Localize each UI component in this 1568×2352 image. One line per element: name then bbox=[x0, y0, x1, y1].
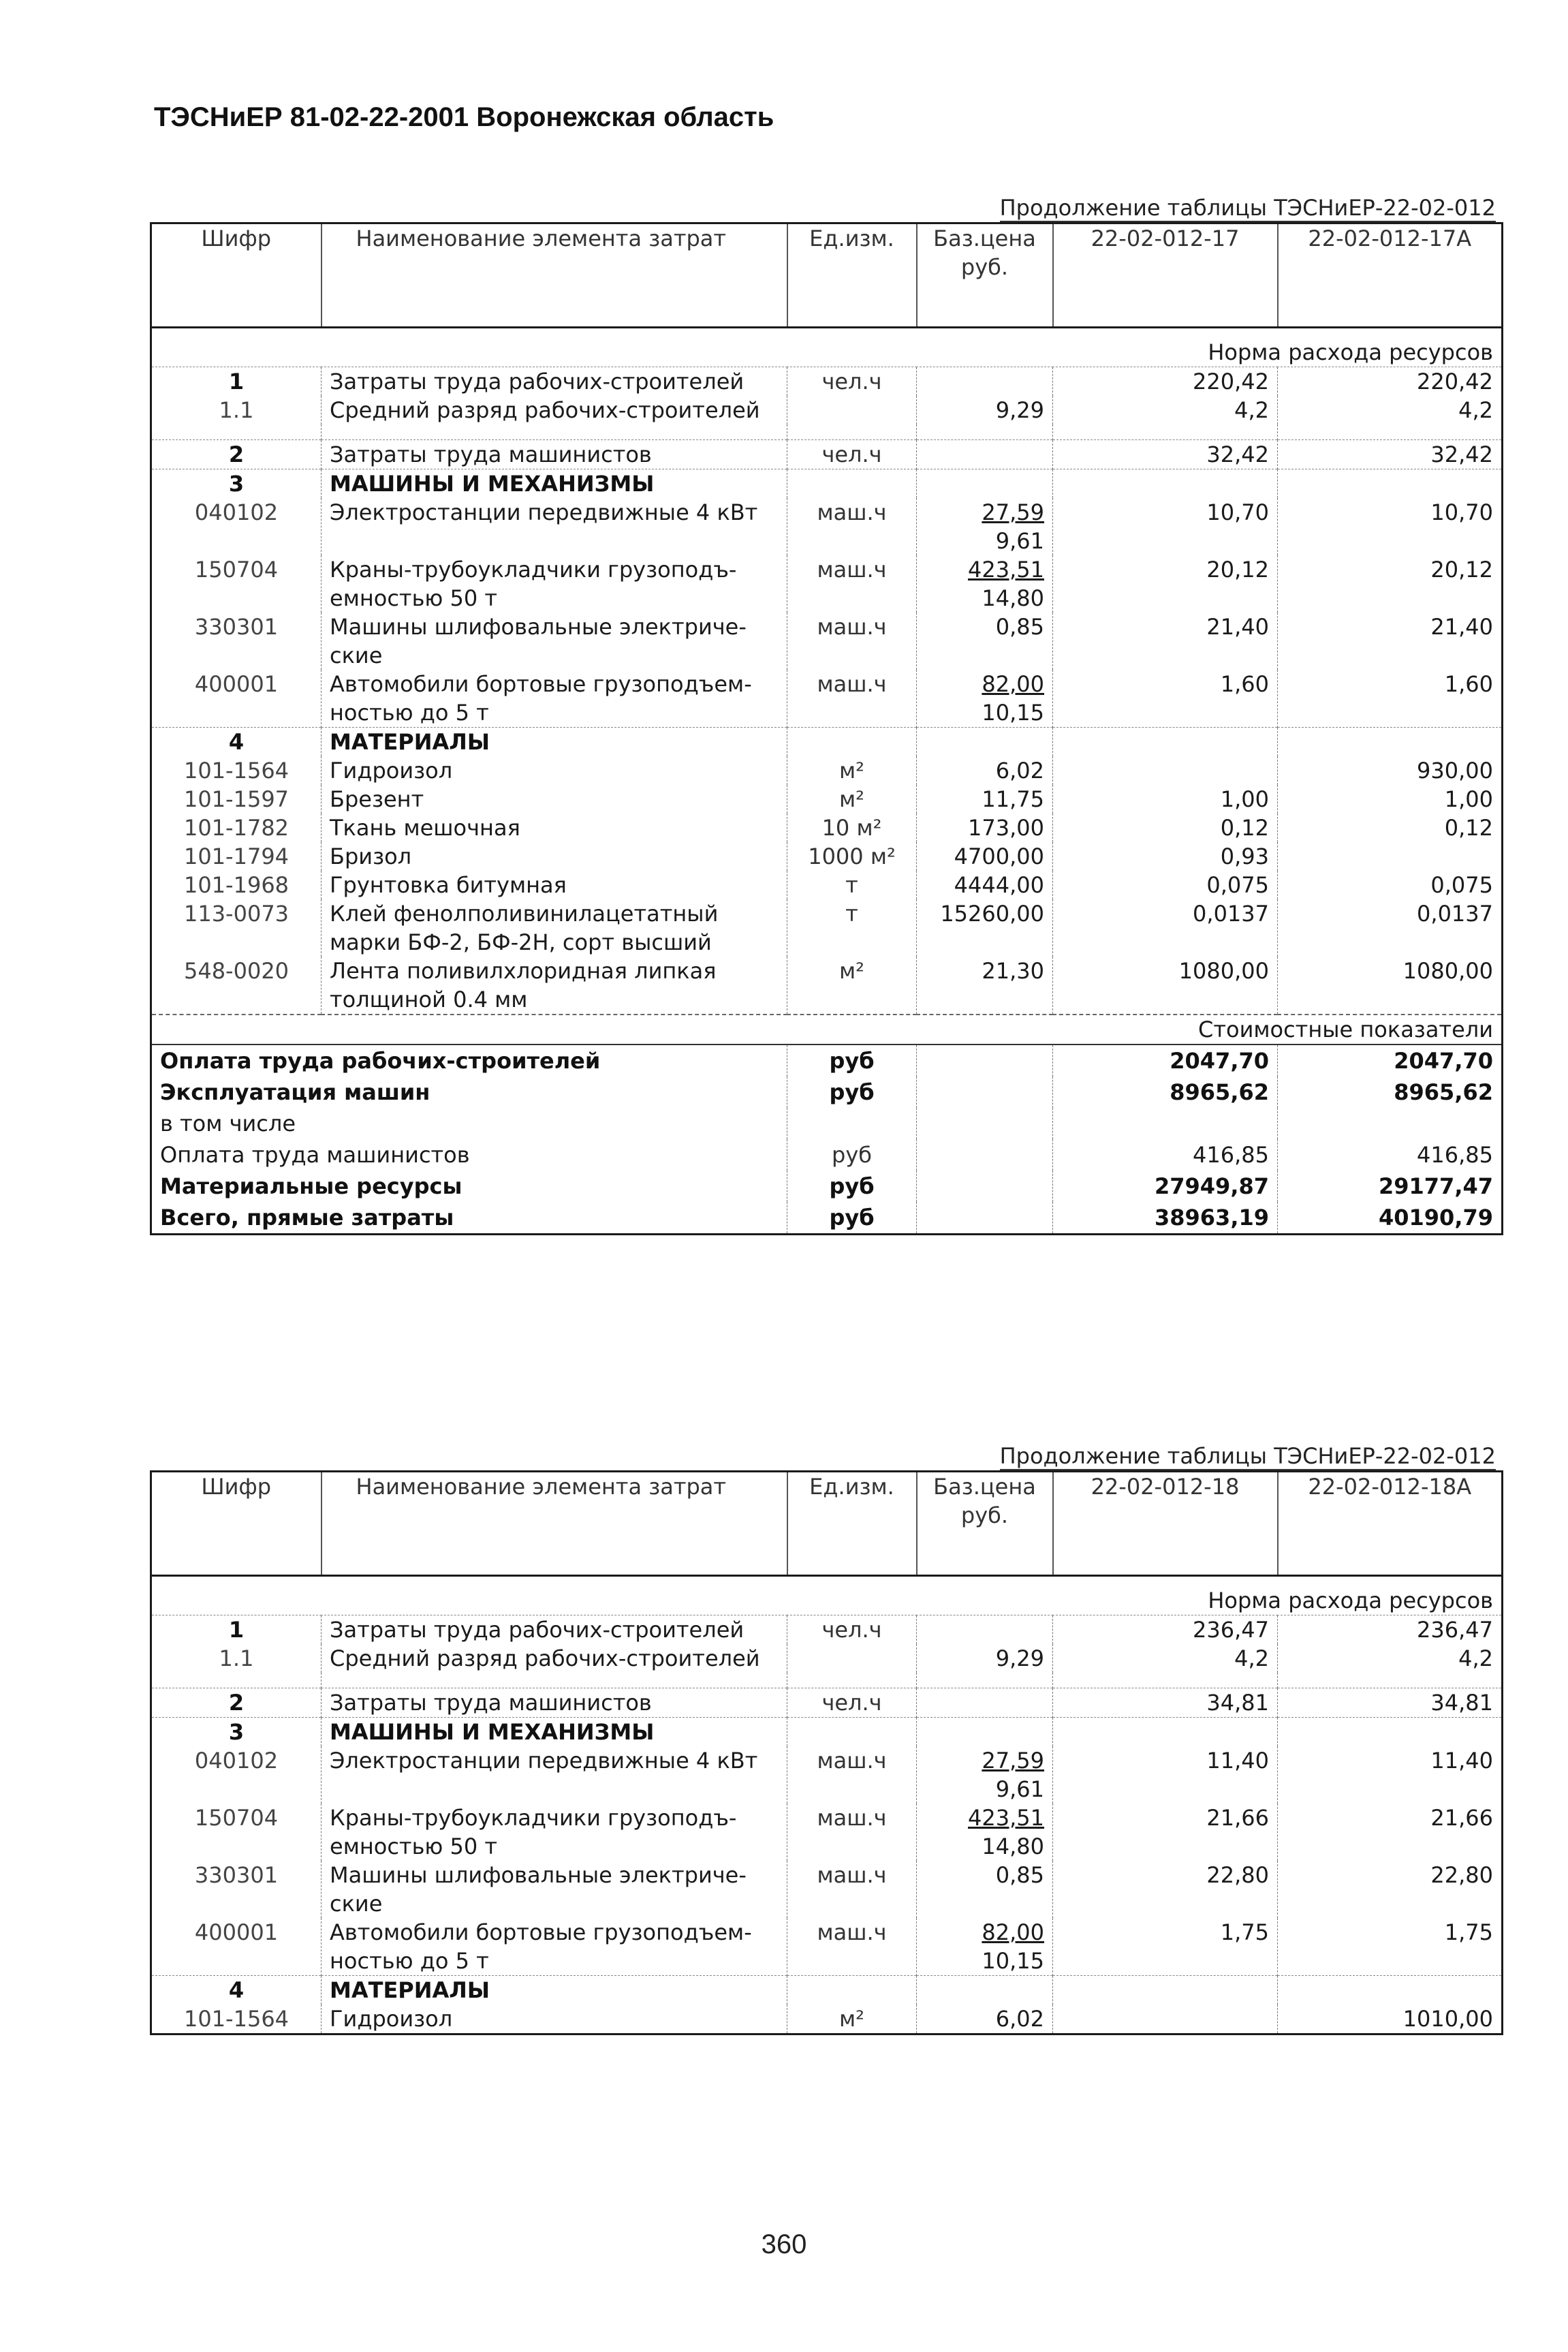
summary-name: в том числе bbox=[151, 1108, 787, 1139]
row-code: 4 bbox=[151, 1976, 322, 2005]
price-value: 21,30 bbox=[982, 958, 1044, 984]
row-unit bbox=[787, 728, 917, 757]
row-value-a: 0,075 bbox=[1053, 871, 1278, 899]
row-price bbox=[917, 899, 1053, 957]
row-price bbox=[917, 396, 1053, 424]
table-row bbox=[151, 842, 1503, 871]
table-row bbox=[151, 1861, 1503, 1918]
row-code: 2 bbox=[151, 1688, 322, 1718]
row-code: 3 bbox=[151, 1718, 322, 1747]
row-code: 330301 bbox=[151, 1861, 322, 1918]
row-value-b bbox=[1278, 1976, 1503, 2005]
summary-unit: руб bbox=[787, 1139, 917, 1171]
row-value-a: 1080,00 bbox=[1053, 957, 1278, 1015]
table-header bbox=[151, 1472, 1503, 1576]
table-row bbox=[151, 728, 1503, 757]
continuation-label-1: Продолжение таблицы ТЭСНиЕР-22-02-012 bbox=[999, 195, 1496, 221]
table-row bbox=[151, 1688, 1503, 1718]
continuation-label-2: Продолжение таблицы ТЭСНиЕР-22-02-012 bbox=[999, 1443, 1496, 1469]
row-name: Средний разряд рабочих-строителей bbox=[322, 396, 787, 424]
summary-value-b: 40190,79 bbox=[1378, 1205, 1493, 1231]
row-value-a: 4,2 bbox=[1053, 1644, 1278, 1673]
row-value-b: 4,2 bbox=[1458, 1645, 1493, 1671]
row-name: Краны-трубоукладчики грузоподъ-емностью 50 т bbox=[322, 1804, 787, 1861]
row-price bbox=[917, 728, 1053, 757]
row-unit: чел.ч bbox=[787, 1615, 917, 1645]
norma-label: Норма расхода ресурсов bbox=[151, 1576, 1503, 1615]
header-code: Шифр bbox=[151, 223, 322, 328]
row-value-a: 1,00 bbox=[1053, 785, 1278, 814]
row-value-b bbox=[1278, 728, 1503, 757]
price-value: 27,59 bbox=[982, 499, 1044, 525]
row-value-a bbox=[1053, 469, 1278, 499]
row-unit: маш.ч bbox=[787, 1861, 917, 1918]
row-unit: маш.ч bbox=[787, 613, 917, 670]
summary-value-a: 27949,87 bbox=[1053, 1171, 1278, 1202]
summary-value-b: 29177,47 bbox=[1378, 1173, 1493, 1199]
table-row bbox=[151, 1918, 1503, 1976]
table-row bbox=[151, 957, 1503, 1015]
row-value-b bbox=[1278, 469, 1503, 499]
row-unit: т bbox=[787, 871, 917, 899]
row-name: Автомобили бортовые грузоподъем-ностью до 5 т bbox=[322, 670, 787, 728]
row-price bbox=[917, 670, 1053, 728]
row-code: 1.1 bbox=[151, 396, 322, 424]
summary-unit: руб bbox=[787, 1045, 917, 1077]
header-price: Баз.цена руб. bbox=[917, 223, 1053, 328]
row-value-b: 1,60 bbox=[1444, 671, 1493, 697]
row-price bbox=[917, 1718, 1053, 1747]
header-code: Шифр bbox=[151, 1472, 322, 1576]
price-value: 423,51 bbox=[968, 557, 1044, 583]
row-price bbox=[917, 1746, 1053, 1804]
price-value-secondary: 9,61 bbox=[995, 528, 1044, 554]
table-row bbox=[151, 1976, 1503, 2005]
row-code: 101-1564 bbox=[151, 2005, 322, 2034]
row-unit bbox=[787, 1976, 917, 2005]
row-value-b bbox=[1278, 1718, 1503, 1747]
table-row bbox=[151, 1644, 1503, 1673]
summary-value-a: 8965,62 bbox=[1053, 1077, 1278, 1108]
row-price bbox=[917, 1861, 1053, 1918]
norma-label: Норма расхода ресурсов bbox=[151, 328, 1503, 367]
row-code: 101-1968 bbox=[151, 871, 322, 899]
row-name: Краны-трубоукладчики грузоподъ-емностью 50 т bbox=[322, 555, 787, 613]
row-price bbox=[917, 1976, 1053, 2005]
row-value-a bbox=[1053, 1718, 1278, 1747]
resource-table-2 bbox=[150, 1470, 1503, 2035]
table-row bbox=[151, 2005, 1503, 2034]
price-value: 9,29 bbox=[995, 397, 1044, 423]
row-name: МАШИНЫ И МЕХАНИЗМЫ bbox=[322, 469, 787, 499]
row-name: Автомобили бортовые грузоподъем-ностью до 5 т bbox=[322, 1918, 787, 1976]
row-price bbox=[917, 2005, 1053, 2034]
price-value: 15260,00 bbox=[940, 901, 1044, 927]
row-value-a: 4,2 bbox=[1053, 396, 1278, 424]
row-value-b: 1010,00 bbox=[1402, 2006, 1493, 2032]
table-row bbox=[151, 1804, 1503, 1861]
row-value-a: 34,81 bbox=[1053, 1688, 1278, 1718]
row-unit: маш.ч bbox=[787, 498, 917, 555]
row-code: 150704 bbox=[151, 1804, 322, 1861]
price-value: 4700,00 bbox=[954, 844, 1044, 869]
row-value-a bbox=[1053, 2005, 1278, 2034]
summary-value-b bbox=[1278, 1108, 1503, 1139]
row-value-b: 0,0137 bbox=[1417, 901, 1493, 927]
table-row bbox=[151, 756, 1503, 785]
header-col-b: 22-02-012-18А bbox=[1278, 1472, 1503, 1576]
table-row bbox=[151, 814, 1503, 842]
header-name: Наименование элемента затрат bbox=[322, 1472, 787, 1576]
table-row bbox=[151, 1718, 1503, 1747]
row-code: 040102 bbox=[151, 498, 322, 555]
row-value-b: 0,12 bbox=[1444, 815, 1493, 841]
summary-unit bbox=[787, 1108, 917, 1139]
document-title: ТЭСНиЕР 81-02-22-2001 Воронежская область bbox=[154, 102, 774, 132]
row-value-a: 1,60 bbox=[1053, 670, 1278, 728]
row-value-a bbox=[1053, 728, 1278, 757]
row-value-b: 236,47 bbox=[1417, 1617, 1493, 1643]
row-unit: маш.ч bbox=[787, 1746, 917, 1804]
row-unit: м² bbox=[787, 756, 917, 785]
table-row bbox=[151, 1615, 1503, 1645]
row-code: 330301 bbox=[151, 613, 322, 670]
row-name: Машины шлифовальные электриче-ские bbox=[322, 613, 787, 670]
row-value-a bbox=[1053, 756, 1278, 785]
price-value: 82,00 bbox=[982, 1919, 1044, 1945]
price-value-secondary: 10,15 bbox=[982, 700, 1044, 726]
price-value: 0,85 bbox=[995, 614, 1044, 640]
table-header bbox=[151, 223, 1503, 328]
row-price bbox=[917, 440, 1053, 469]
row-code: 1 bbox=[151, 1615, 322, 1645]
row-name: Затраты труда рабочих-строителей bbox=[322, 367, 787, 397]
row-name: Клей фенолполивинилацетатный марки БФ-2, БФ-2Н, сорт высший bbox=[322, 899, 787, 957]
row-name: Брезент bbox=[322, 785, 787, 814]
row-name: МАТЕРИАЛЫ bbox=[322, 1976, 787, 2005]
table-row bbox=[151, 498, 1503, 555]
row-unit: маш.ч bbox=[787, 670, 917, 728]
row-value-a: 220,42 bbox=[1053, 367, 1278, 397]
row-code: 1.1 bbox=[151, 1644, 322, 1673]
row-code: 101-1564 bbox=[151, 756, 322, 785]
table-row bbox=[151, 670, 1503, 728]
table-row bbox=[151, 899, 1503, 957]
price-value: 4444,00 bbox=[954, 872, 1044, 898]
price-value: 6,02 bbox=[995, 758, 1044, 784]
row-price bbox=[917, 1615, 1053, 1645]
row-price bbox=[917, 555, 1053, 613]
row-name: Машины шлифовальные электриче-ские bbox=[322, 1861, 787, 1918]
summary-value-a: 38963,19 bbox=[1053, 1202, 1278, 1235]
row-price bbox=[917, 367, 1053, 397]
row-value-a: 11,40 bbox=[1053, 1746, 1278, 1804]
row-value-a: 236,47 bbox=[1053, 1615, 1278, 1645]
summary-value-b: 2047,70 bbox=[1394, 1048, 1493, 1074]
row-name: Лента поливилхлоридная липкая толщиной 0.4 мм bbox=[322, 957, 787, 1015]
row-value-b bbox=[1278, 842, 1503, 871]
row-name: Средний разряд рабочих-строителей bbox=[322, 1644, 787, 1673]
row-name: МАШИНЫ И МЕХАНИЗМЫ bbox=[322, 1718, 787, 1747]
row-value-a: 10,70 bbox=[1053, 498, 1278, 555]
table-row bbox=[151, 785, 1503, 814]
summary-row bbox=[151, 1139, 1503, 1171]
header-col-b: 22-02-012-17А bbox=[1278, 223, 1503, 328]
row-code: 2 bbox=[151, 440, 322, 469]
header-col-a: 22-02-012-17 bbox=[1053, 223, 1278, 328]
price-value: 27,59 bbox=[982, 1748, 1044, 1774]
row-name: Гидроизол bbox=[322, 2005, 787, 2034]
row-code: 101-1794 bbox=[151, 842, 322, 871]
row-code: 101-1782 bbox=[151, 814, 322, 842]
price-value: 173,00 bbox=[968, 815, 1044, 841]
row-name: Затраты труда машинистов bbox=[322, 440, 787, 469]
table-row bbox=[151, 367, 1503, 397]
row-code: 400001 bbox=[151, 1918, 322, 1976]
summary-value-b: 416,85 bbox=[1417, 1142, 1493, 1168]
row-value-b: 0,075 bbox=[1430, 872, 1493, 898]
price-value: 6,02 bbox=[995, 2006, 1044, 2032]
table-row bbox=[151, 871, 1503, 899]
table-2-rows bbox=[151, 1615, 1503, 2034]
row-unit: т bbox=[787, 899, 917, 957]
summary-unit: руб bbox=[787, 1171, 917, 1202]
header-col-a: 22-02-012-18 bbox=[1053, 1472, 1278, 1576]
table-row bbox=[151, 555, 1503, 613]
summary-row bbox=[151, 1077, 1503, 1108]
table-row bbox=[151, 613, 1503, 670]
row-value-b: 32,42 bbox=[1278, 440, 1503, 469]
summary-unit: руб bbox=[787, 1202, 917, 1235]
summary-unit: руб bbox=[787, 1077, 917, 1108]
table-1-rows bbox=[151, 367, 1503, 1015]
row-unit bbox=[787, 396, 917, 424]
header-price: Баз.цена руб. bbox=[917, 1472, 1053, 1576]
row-value-b: 22,80 bbox=[1430, 1862, 1493, 1888]
row-price bbox=[917, 785, 1053, 814]
row-value-a: 21,40 bbox=[1053, 613, 1278, 670]
summary-row bbox=[151, 1045, 1503, 1077]
table-1-summary bbox=[151, 1045, 1503, 1235]
summary-name: Оплата труда машинистов bbox=[151, 1139, 787, 1171]
row-value-b: 1,75 bbox=[1444, 1919, 1493, 1945]
summary-name: Материальные ресурсы bbox=[151, 1171, 787, 1202]
row-value-a: 21,66 bbox=[1053, 1804, 1278, 1861]
row-price bbox=[917, 957, 1053, 1015]
row-unit: м² bbox=[787, 785, 917, 814]
row-name: МАТЕРИАЛЫ bbox=[322, 728, 787, 757]
row-code: 113-0073 bbox=[151, 899, 322, 957]
row-unit bbox=[787, 469, 917, 499]
summary-row bbox=[151, 1202, 1503, 1235]
row-value-a: 1,75 bbox=[1053, 1918, 1278, 1976]
row-value-a: 32,42 bbox=[1053, 440, 1278, 469]
row-unit: 10 м² bbox=[787, 814, 917, 842]
row-value-b: 220,42 bbox=[1417, 369, 1493, 394]
row-unit: 1000 м² bbox=[787, 842, 917, 871]
row-name: Ткань мешочная bbox=[322, 814, 787, 842]
row-unit: чел.ч bbox=[787, 367, 917, 397]
row-name: Бризол bbox=[322, 842, 787, 871]
summary-row bbox=[151, 1171, 1503, 1202]
summary-name: Оплата труда рабочих-строителей bbox=[151, 1045, 787, 1077]
row-unit: маш.ч bbox=[787, 1918, 917, 1976]
row-name: Электростанции передвижные 4 кВт bbox=[322, 1746, 787, 1804]
row-price bbox=[917, 613, 1053, 670]
price-value: 11,75 bbox=[982, 786, 1044, 812]
summary-value-a: 416,85 bbox=[1053, 1139, 1278, 1171]
row-code: 150704 bbox=[151, 555, 322, 613]
row-code: 400001 bbox=[151, 670, 322, 728]
row-code: 1 bbox=[151, 367, 322, 397]
price-value-secondary: 9,61 bbox=[995, 1776, 1044, 1802]
price-value: 9,29 bbox=[995, 1645, 1044, 1671]
row-value-b: 1,00 bbox=[1444, 786, 1493, 812]
row-value-b: 20,12 bbox=[1430, 557, 1493, 583]
header-name: Наименование элемента затрат bbox=[322, 223, 787, 328]
row-value-b: 21,66 bbox=[1430, 1805, 1493, 1831]
row-unit: чел.ч bbox=[787, 440, 917, 469]
row-value-a: 20,12 bbox=[1053, 555, 1278, 613]
row-price bbox=[917, 1644, 1053, 1673]
row-code: 548-0020 bbox=[151, 957, 322, 1015]
row-name: Гидроизол bbox=[322, 756, 787, 785]
price-value: 0,85 bbox=[995, 1862, 1044, 1888]
table-row bbox=[151, 396, 1503, 424]
price-value-secondary: 10,15 bbox=[982, 1948, 1044, 1974]
price-value: 82,00 bbox=[982, 671, 1044, 697]
price-value: 423,51 bbox=[968, 1805, 1044, 1831]
row-name: Затраты труда машинистов bbox=[322, 1688, 787, 1718]
row-value-b: 4,2 bbox=[1458, 397, 1493, 423]
row-code: 4 bbox=[151, 728, 322, 757]
row-value-a: 22,80 bbox=[1053, 1861, 1278, 1918]
row-unit: маш.ч bbox=[787, 1804, 917, 1861]
table-row bbox=[151, 469, 1503, 499]
header-unit: Ед.изм. bbox=[787, 1472, 917, 1576]
row-value-b: 930,00 bbox=[1417, 758, 1493, 784]
row-unit: м² bbox=[787, 957, 917, 1015]
row-value-a: 0,12 bbox=[1053, 814, 1278, 842]
row-price bbox=[917, 871, 1053, 899]
row-price bbox=[917, 469, 1053, 499]
row-price bbox=[917, 842, 1053, 871]
row-unit bbox=[787, 1644, 917, 1673]
row-value-b: 11,40 bbox=[1430, 1748, 1493, 1774]
row-price bbox=[917, 1688, 1053, 1718]
row-code: 040102 bbox=[151, 1746, 322, 1804]
row-value-a: 0,0137 bbox=[1053, 899, 1278, 957]
table-row bbox=[151, 1746, 1503, 1804]
header-unit: Ед.изм. bbox=[787, 223, 917, 328]
summary-value-b: 8965,62 bbox=[1394, 1079, 1493, 1105]
row-price bbox=[917, 1918, 1053, 1976]
summary-value-a bbox=[1053, 1108, 1278, 1139]
row-value-b: 34,81 bbox=[1278, 1688, 1503, 1718]
price-value-secondary: 14,80 bbox=[982, 1833, 1044, 1859]
row-name: Затраты труда рабочих-строителей bbox=[322, 1615, 787, 1645]
row-unit: чел.ч bbox=[787, 1688, 917, 1718]
row-code: 3 bbox=[151, 469, 322, 499]
row-price bbox=[917, 498, 1053, 555]
row-name: Грунтовка битумная bbox=[322, 871, 787, 899]
row-price bbox=[917, 1804, 1053, 1861]
row-value-b: 1080,00 bbox=[1402, 958, 1493, 984]
price-value-secondary: 14,80 bbox=[982, 585, 1044, 611]
row-value-a bbox=[1053, 1976, 1278, 2005]
row-name: Электростанции передвижные 4 кВт bbox=[322, 498, 787, 555]
row-value-b: 21,40 bbox=[1430, 614, 1493, 640]
row-price bbox=[917, 814, 1053, 842]
row-unit bbox=[787, 1718, 917, 1747]
row-code: 101-1597 bbox=[151, 785, 322, 814]
row-unit: м² bbox=[787, 2005, 917, 2034]
row-value-b: 10,70 bbox=[1430, 499, 1493, 525]
costs-label: Стоимостные показатели bbox=[151, 1015, 1503, 1045]
summary-name: Эксплуатация машин bbox=[151, 1077, 787, 1108]
row-unit: маш.ч bbox=[787, 555, 917, 613]
summary-name: Всего, прямые затраты bbox=[151, 1202, 787, 1235]
summary-value-a: 2047,70 bbox=[1053, 1045, 1278, 1077]
table-row bbox=[151, 440, 1503, 469]
page-number: 360 bbox=[761, 2229, 807, 2259]
resource-table-1 bbox=[150, 222, 1503, 1235]
row-price bbox=[917, 756, 1053, 785]
row-value-a: 0,93 bbox=[1053, 842, 1278, 871]
summary-row bbox=[151, 1108, 1503, 1139]
